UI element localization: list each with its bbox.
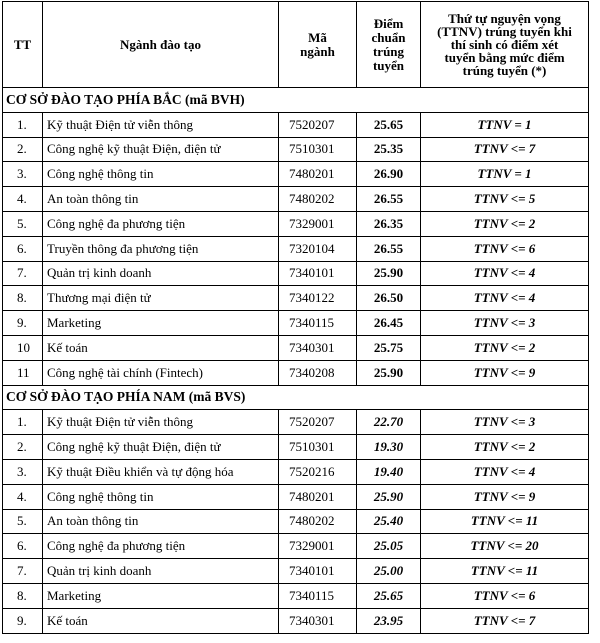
row-number: 5.: [3, 509, 43, 534]
table-row: [3, 435, 589, 460]
ttnv-value: TTNV <= 2: [421, 435, 589, 460]
ttnv-value: TTNV <= 7: [421, 137, 589, 162]
ttnv-value: TTNV <= 7: [421, 608, 589, 633]
cutoff-score: 26.90: [357, 162, 421, 187]
ttnv-value: TTNV <= 4: [421, 261, 589, 286]
ttnv-value: TTNV <= 2: [421, 335, 589, 360]
major-code: 7510301: [279, 435, 357, 460]
row-number: 4.: [3, 484, 43, 509]
ttnv-value: TTNV <= 11: [421, 559, 589, 584]
major-name: Công nghệ tài chính (Fintech): [43, 360, 279, 385]
ttnv-value: TTNV <= 6: [421, 583, 589, 608]
table-row: [3, 509, 589, 534]
ttnv-value: TTNV <= 4: [421, 286, 589, 311]
major-name: Thương mại điện tử: [43, 286, 279, 311]
cutoff-score: 25.65: [357, 112, 421, 137]
major-code: 7340301: [279, 335, 357, 360]
ttnv-value: TTNV <= 3: [421, 311, 589, 336]
row-number: 4.: [3, 187, 43, 212]
cutoff-score: 26.35: [357, 211, 421, 236]
major-name: Công nghệ kỹ thuật Điện, điện tử: [43, 435, 279, 460]
major-code: 7340101: [279, 559, 357, 584]
major-code: 7329001: [279, 534, 357, 559]
ttnv-value: TTNV = 1: [421, 112, 589, 137]
row-number: 8.: [3, 583, 43, 608]
major-name: Công nghệ kỹ thuật Điện, điện tử: [43, 137, 279, 162]
major-name: Kỹ thuật Điện tử viễn thông: [43, 410, 279, 435]
header-row: [3, 2, 589, 88]
table-row: [3, 459, 589, 484]
cutoff-score: 25.40: [357, 509, 421, 534]
header-major: Ngành đào tạo: [43, 2, 279, 88]
cutoff-score: 25.65: [357, 583, 421, 608]
row-number: 11: [3, 360, 43, 385]
section-header-row: [3, 385, 589, 410]
major-name: Kỹ thuật Điện tử viễn thông: [43, 112, 279, 137]
major-name: Công nghệ thông tin: [43, 162, 279, 187]
major-name: Marketing: [43, 311, 279, 336]
cutoff-score: 25.05: [357, 534, 421, 559]
ttnv-value: TTNV <= 6: [421, 236, 589, 261]
cutoff-score: 22.70: [357, 410, 421, 435]
table-row: [3, 583, 589, 608]
major-name: Kế toán: [43, 608, 279, 633]
row-number: 7.: [3, 261, 43, 286]
table-row: [3, 211, 589, 236]
major-code: 7340301: [279, 608, 357, 633]
major-code: 7520207: [279, 112, 357, 137]
major-code: 7480202: [279, 509, 357, 534]
table-row: [3, 360, 589, 385]
major-name: Kỹ thuật Điều khiển và tự động hóa: [43, 459, 279, 484]
cutoff-score: 26.45: [357, 311, 421, 336]
table-row: [3, 410, 589, 435]
row-number: 6.: [3, 236, 43, 261]
major-code: 7340115: [279, 311, 357, 336]
major-name: Công nghệ đa phương tiện: [43, 211, 279, 236]
major-code: 7329001: [279, 211, 357, 236]
row-number: 7.: [3, 559, 43, 584]
row-number: 2.: [3, 137, 43, 162]
major-code: 7510301: [279, 137, 357, 162]
ttnv-value: TTNV = 1: [421, 162, 589, 187]
cutoff-score: 26.55: [357, 187, 421, 212]
ttnv-value: TTNV <= 5: [421, 187, 589, 212]
table-row: [3, 187, 589, 212]
table-row: [3, 162, 589, 187]
major-code: 7480201: [279, 484, 357, 509]
table-row: [3, 311, 589, 336]
cutoff-score: 25.90: [357, 261, 421, 286]
table-row: [3, 236, 589, 261]
row-number: 1.: [3, 410, 43, 435]
header-ttnv: Thứ tự nguyện vọng (TTNV) trúng tuyển khi thí sinh có điểm xét tuyển bằng mức điểm trúng tuyển (*): [421, 2, 589, 88]
major-name: Quản trị kinh doanh: [43, 261, 279, 286]
cutoff-score: 25.75: [357, 335, 421, 360]
major-code: 7340122: [279, 286, 357, 311]
row-number: 3.: [3, 459, 43, 484]
section-header-row: [3, 88, 589, 113]
major-code: 7340208: [279, 360, 357, 385]
major-code: 7520216: [279, 459, 357, 484]
cutoff-score: 23.95: [357, 608, 421, 633]
table-row: [3, 112, 589, 137]
major-name: Marketing: [43, 583, 279, 608]
cutoff-score: 26.55: [357, 236, 421, 261]
ttnv-value: TTNV <= 9: [421, 360, 589, 385]
admission-scores-table: [2, 1, 589, 634]
header-tt: TT: [3, 2, 43, 88]
cutoff-score: 19.30: [357, 435, 421, 460]
major-name: An toàn thông tin: [43, 187, 279, 212]
row-number: 9.: [3, 311, 43, 336]
major-name: Quản trị kinh doanh: [43, 559, 279, 584]
ttnv-value: TTNV <= 11: [421, 509, 589, 534]
major-code: 7480202: [279, 187, 357, 212]
major-name: Truyền thông đa phương tiện: [43, 236, 279, 261]
table-row: [3, 559, 589, 584]
row-number: 1.: [3, 112, 43, 137]
major-name: Công nghệ thông tin: [43, 484, 279, 509]
row-number: 6.: [3, 534, 43, 559]
row-number: 3.: [3, 162, 43, 187]
major-code: 7340101: [279, 261, 357, 286]
cutoff-score: 25.35: [357, 137, 421, 162]
row-number: 2.: [3, 435, 43, 460]
table-body: [3, 88, 589, 634]
major-name: Kế toán: [43, 335, 279, 360]
ttnv-value: TTNV <= 3: [421, 410, 589, 435]
major-code: 7320104: [279, 236, 357, 261]
table-row: [3, 335, 589, 360]
row-number: 9.: [3, 608, 43, 633]
table-row: [3, 534, 589, 559]
row-number: 10: [3, 335, 43, 360]
major-name: An toàn thông tin: [43, 509, 279, 534]
ttnv-value: TTNV <= 4: [421, 459, 589, 484]
ttnv-value: TTNV <= 9: [421, 484, 589, 509]
table-row: [3, 484, 589, 509]
ttnv-value: TTNV <= 20: [421, 534, 589, 559]
table-row: [3, 286, 589, 311]
cutoff-score: 25.90: [357, 360, 421, 385]
header-score: Điểm chuẩn trúng tuyển: [357, 2, 421, 88]
section-title: CƠ SỞ ĐÀO TẠO PHÍA BẮC (mã BVH): [3, 88, 589, 113]
major-code: 7520207: [279, 410, 357, 435]
header-code: Mã ngành: [279, 2, 357, 88]
table-row: [3, 137, 589, 162]
cutoff-score: 26.50: [357, 286, 421, 311]
major-code: 7340115: [279, 583, 357, 608]
cutoff-score: 25.90: [357, 484, 421, 509]
section-title: CƠ SỞ ĐÀO TẠO PHÍA NAM (mã BVS): [3, 385, 589, 410]
table-row: [3, 608, 589, 633]
row-number: 5.: [3, 211, 43, 236]
cutoff-score: 19.40: [357, 459, 421, 484]
major-code: 7480201: [279, 162, 357, 187]
table-row: [3, 261, 589, 286]
ttnv-value: TTNV <= 2: [421, 211, 589, 236]
major-name: Công nghệ đa phương tiện: [43, 534, 279, 559]
row-number: 8.: [3, 286, 43, 311]
cutoff-score: 25.00: [357, 559, 421, 584]
